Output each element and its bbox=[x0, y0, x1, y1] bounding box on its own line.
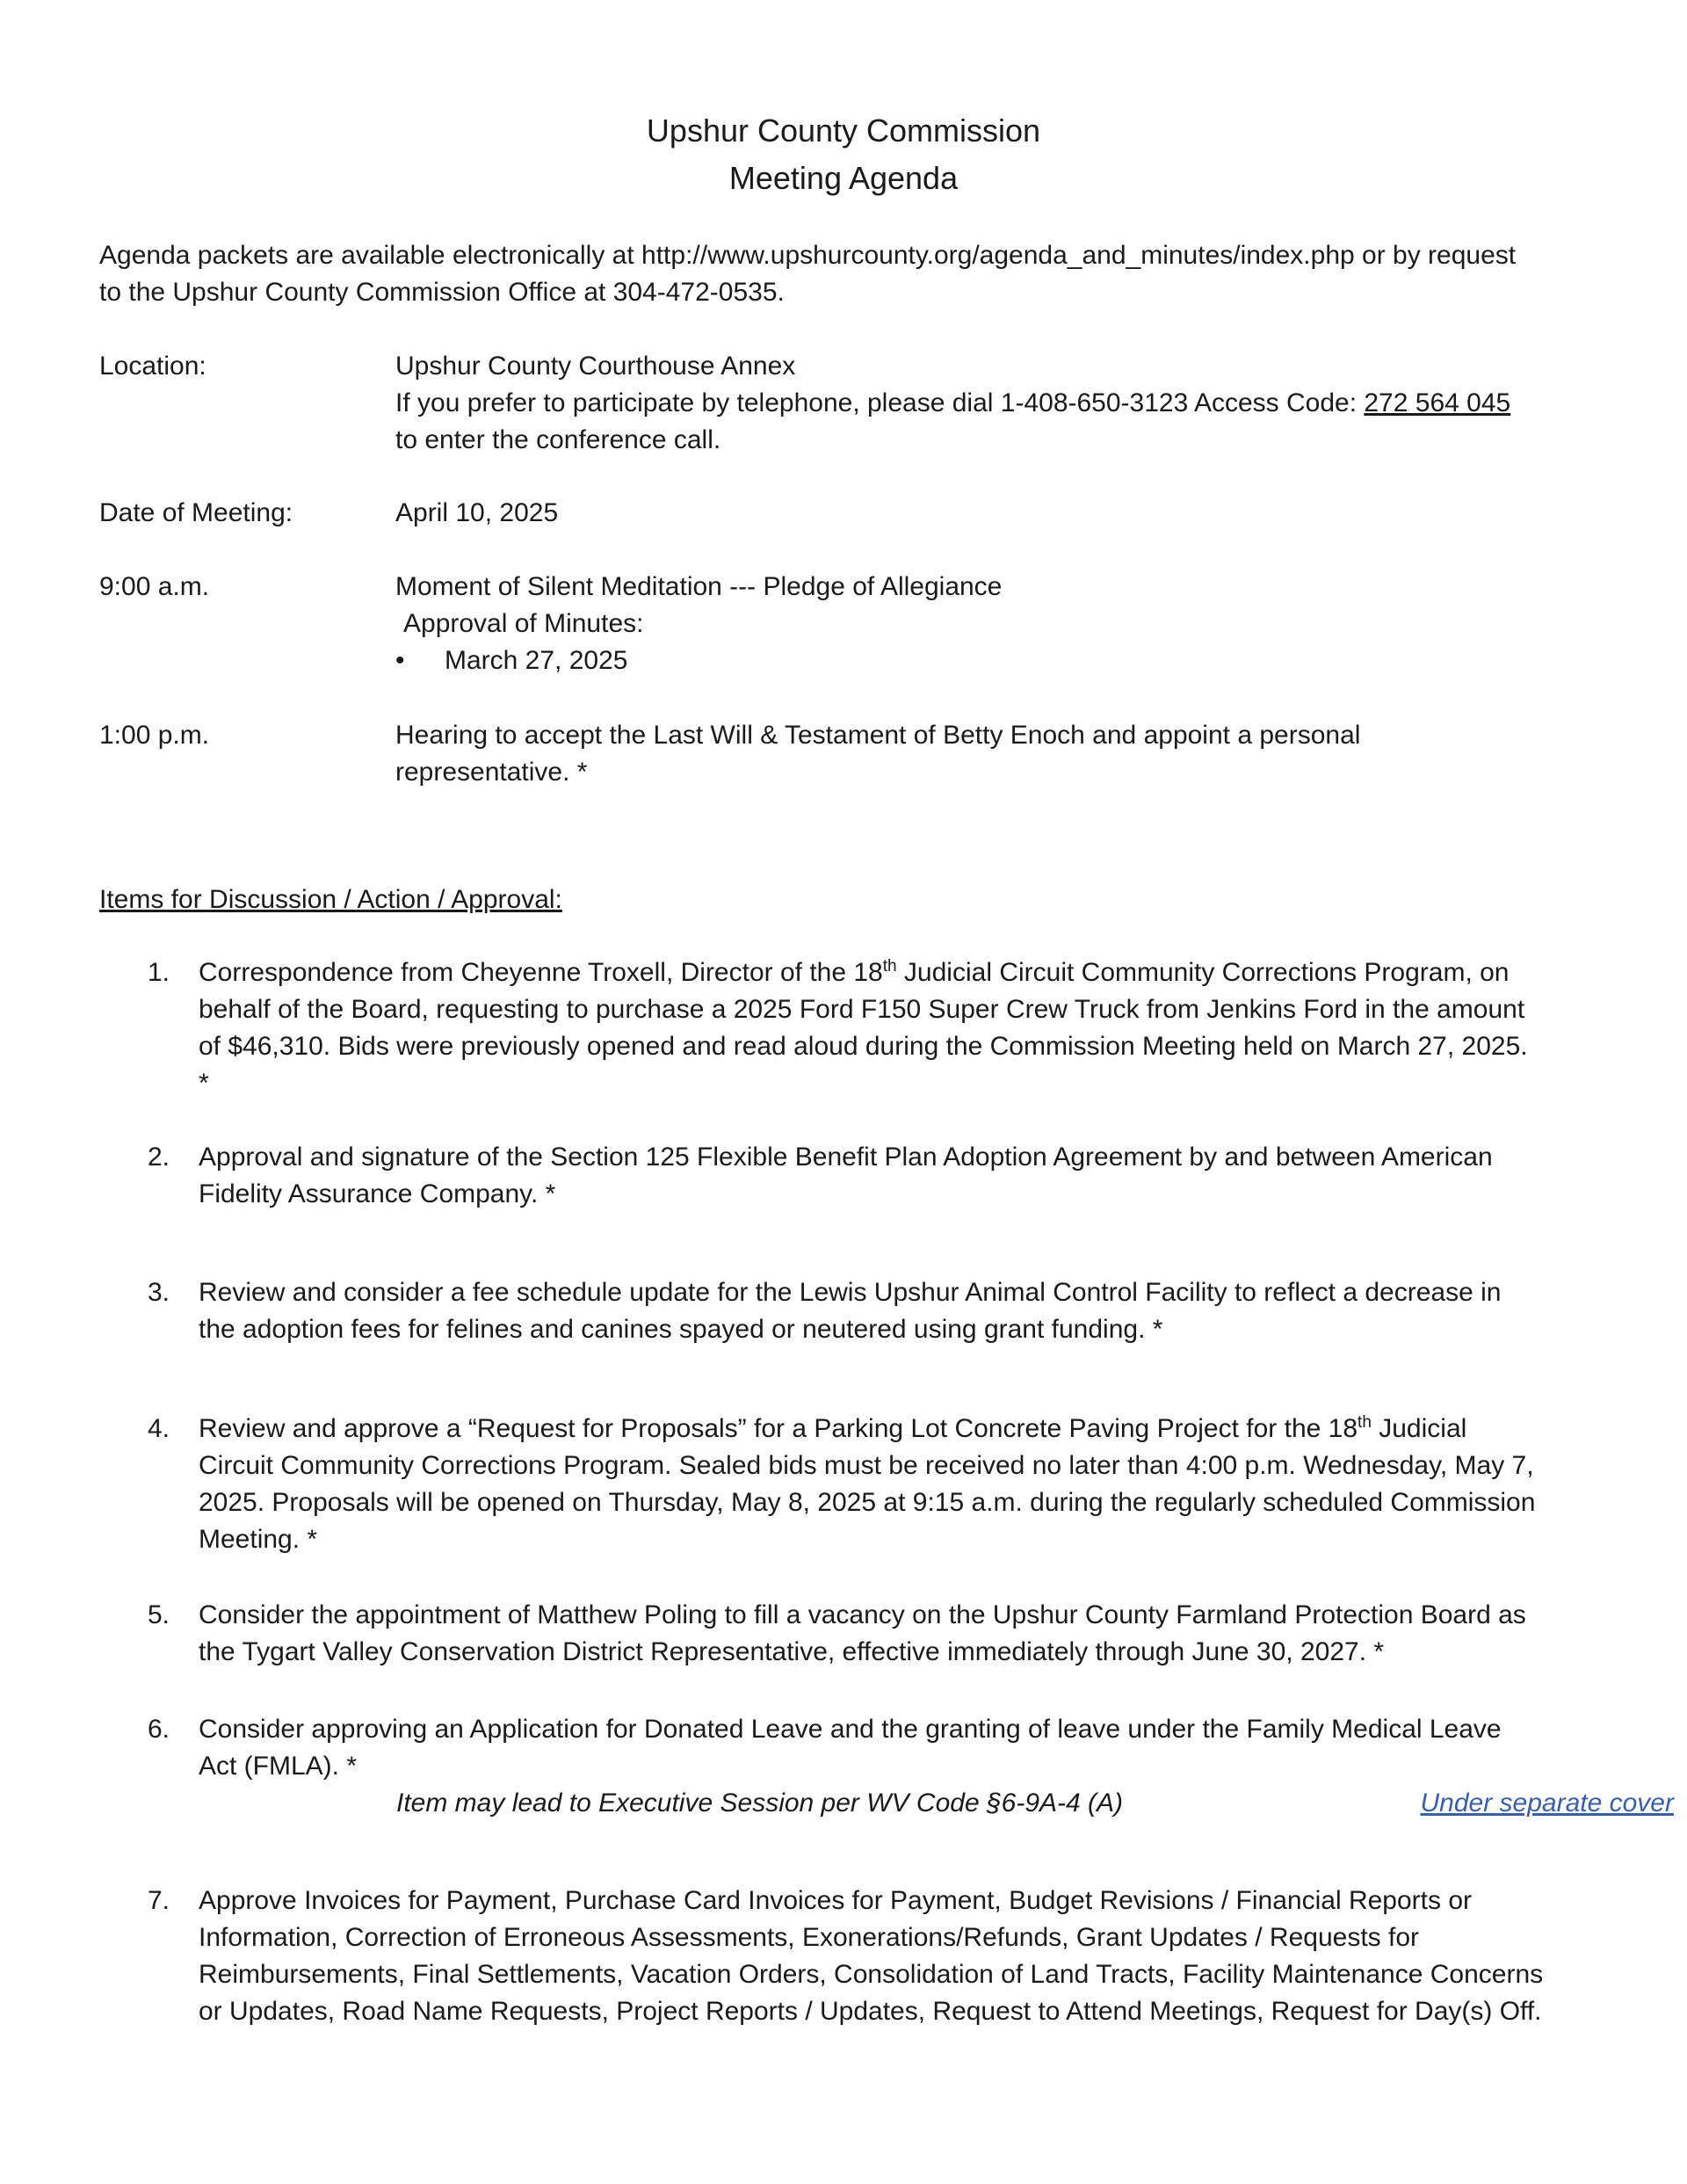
item-number: 1. bbox=[148, 958, 170, 987]
page-subtitle: Meeting Agenda bbox=[728, 160, 959, 196]
item-body bbox=[199, 1883, 1683, 2030]
location-content bbox=[395, 348, 1590, 459]
item-line: Reimbursements, Final Settlements, Vacation Orders, Consolidation of Land Tracts, Facility Maintenance Concerns bbox=[199, 1960, 1544, 1989]
schedule-line: Approval of Minutes: bbox=[403, 609, 644, 638]
location-phone-line-2: to enter the conference call. bbox=[395, 425, 721, 454]
item-line: Approval and signature of the Section 125 Flexible Benefit Plan Adoption Agreement by and between American bbox=[199, 1143, 1493, 1172]
schedule-content bbox=[395, 717, 1590, 791]
item-number: 3. bbox=[148, 1278, 170, 1307]
item-line: Fidelity Assurance Company. * bbox=[199, 1179, 556, 1208]
ordinal-suffix: th bbox=[882, 957, 897, 976]
item-line: behalf of the Board, requesting to purchase a 2025 Ford F150 Super Crew Truck from Jenkins Ford in the amount bbox=[199, 995, 1525, 1024]
item-line: Circuit Community Corrections Program. Sealed bids must be received no later than 4:00 p.m. Wednesday, May 7, bbox=[199, 1451, 1534, 1480]
executive-session-line bbox=[199, 1785, 1683, 1822]
item-line: or Updates, Road Name Requests, Project Reports / Updates, Request to Attend Meetings, Request for Day(s) Off. bbox=[199, 1997, 1542, 2026]
executive-session-note: Item may lead to Executive Session per WV Code §6-9A-4 (A) bbox=[396, 1789, 1124, 1818]
bullet-icon: • bbox=[395, 646, 405, 675]
item-line: of $46,310. Bids were previously opened and read aloud during the Commission Meeting held on March 27, 2025. bbox=[199, 1032, 1528, 1061]
item-body bbox=[199, 954, 1683, 1102]
schedule-line: Hearing to accept the Last Will & Testament of Betty Enoch and appoint a personal bbox=[395, 721, 1361, 750]
item-text: Review and approve a “Request for Proposals” for a Parking Lot Concrete Paving Project for the 18 bbox=[199, 1414, 1358, 1443]
item-body bbox=[199, 1274, 1683, 1348]
minutes-date: March 27, 2025 bbox=[445, 646, 628, 675]
ordinal-suffix: th bbox=[1358, 1413, 1372, 1432]
location-place: Upshur County Courthouse Annex bbox=[395, 352, 796, 381]
item-text: Judicial bbox=[1371, 1414, 1467, 1443]
item-body bbox=[199, 1139, 1683, 1213]
schedule-line: Moment of Silent Meditation --- Pledge of Allegiance bbox=[395, 572, 1003, 601]
item-line: Review and consider a fee schedule update for the Lewis Upshur Animal Control Facility to reflect a decrease in bbox=[199, 1278, 1502, 1307]
location-phone-line bbox=[395, 385, 1590, 422]
intro-line: Agenda packets are available electronically at http://www.upshurcounty.org/agenda_and_minutes/index.php or by request bbox=[99, 241, 1517, 270]
title-block bbox=[0, 107, 1687, 202]
schedule-line: representative. * bbox=[395, 758, 588, 787]
item-number: 6. bbox=[148, 1715, 170, 1744]
minutes-bullet-item bbox=[395, 642, 1590, 679]
item-body bbox=[199, 1711, 1683, 1822]
under-separate-cover-link[interactable]: Under separate cover bbox=[1420, 1789, 1674, 1818]
intro-paragraph bbox=[99, 237, 1593, 311]
item-line: Act (FMLA). * bbox=[199, 1752, 358, 1781]
date-label: Date of Meeting: bbox=[99, 498, 293, 527]
date-value: April 10, 2025 bbox=[395, 498, 559, 527]
item-line: Consider the appointment of Matthew Poling to fill a vacancy on the Upshur County Farmland Protection Board as bbox=[199, 1600, 1526, 1629]
item-number: 2. bbox=[148, 1143, 170, 1172]
item-line: 2025. Proposals will be opened on Thursday, May 8, 2025 at 9:15 a.m. during the regularly scheduled Commission bbox=[199, 1488, 1536, 1517]
item-line: Information, Correction of Erroneous Assessments, Exonerations/Refunds, Grant Updates / Requests for bbox=[199, 1923, 1420, 1952]
item-line: Meeting. * bbox=[199, 1525, 318, 1554]
schedule-time: 1:00 p.m. bbox=[99, 721, 210, 750]
item-line: the Tygart Valley Conservation District Representative, effective immediately through June 30, 2027. * bbox=[199, 1637, 1385, 1666]
schedule-time: 9:00 a.m. bbox=[99, 572, 210, 601]
item-line: * bbox=[199, 1069, 209, 1098]
section-heading: Items for Discussion / Action / Approval: bbox=[99, 885, 562, 914]
item-number: 5. bbox=[148, 1600, 170, 1629]
item-line: Consider approving an Application for Donated Leave and the granting of leave under the Family Medical Leave bbox=[199, 1715, 1502, 1744]
item-body bbox=[199, 1411, 1683, 1558]
phone-text: If you prefer to participate by telephone, please dial 1-408-650-3123 Access Code: bbox=[395, 388, 1365, 417]
item-line bbox=[199, 954, 1683, 991]
item-line: Approve Invoices for Payment, Purchase Card Invoices for Payment, Budget Revisions / Financial Reports or bbox=[199, 1886, 1473, 1915]
item-number: 7. bbox=[148, 1886, 170, 1915]
item-line: the adoption fees for felines and canines spayed or neutered using grant funding. * bbox=[199, 1315, 1163, 1344]
access-code: 272 564 045 bbox=[1364, 388, 1511, 417]
schedule-content bbox=[395, 569, 1590, 679]
item-text: Correspondence from Cheyenne Troxell, Director of the 18 bbox=[199, 958, 883, 987]
page-title: Upshur County Commission bbox=[646, 112, 1041, 149]
intro-line: to the Upshur County Commission Office at 304-472-0535. bbox=[99, 278, 785, 307]
item-body bbox=[199, 1597, 1683, 1671]
location-label: Location: bbox=[99, 352, 206, 381]
item-text: Judicial Circuit Community Corrections Program, on bbox=[896, 958, 1510, 987]
item-number: 4. bbox=[148, 1414, 170, 1443]
item-line bbox=[199, 1411, 1683, 1448]
